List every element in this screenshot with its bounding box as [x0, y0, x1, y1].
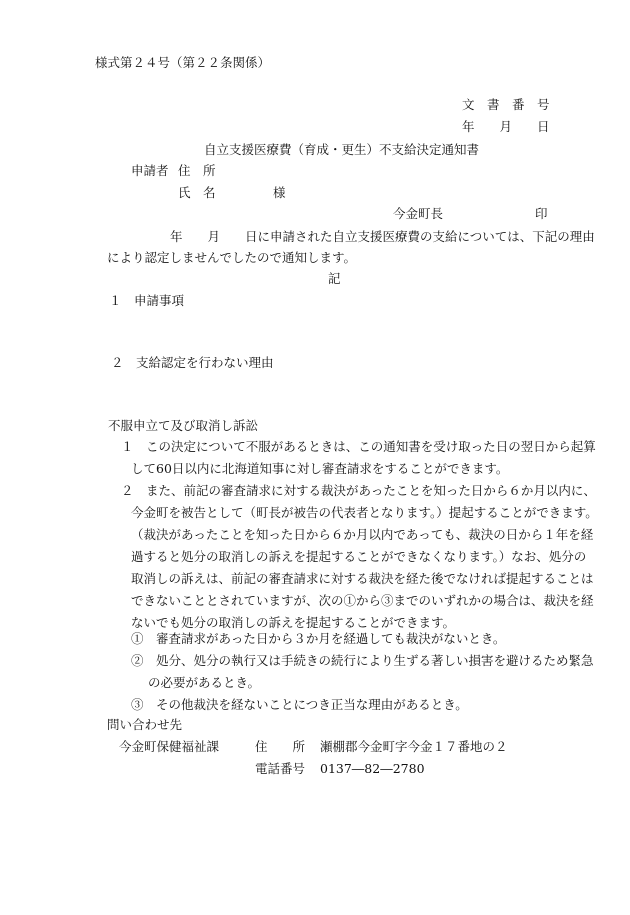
issuer-seal: 印 — [535, 206, 548, 221]
appeal-item-2-line-4: 過すると処分の取消しの訴えを提起することができなくなります。）なお、処分の — [131, 549, 587, 564]
date-label: 年 月 日 — [462, 119, 550, 134]
appeal-case-1: ① 審査請求があった日から３か月を経過しても裁決がないとき。 — [131, 631, 506, 646]
appeal-item-2-line-7: ないでも処分の取消しの訴えを提起することができます。 — [131, 615, 456, 630]
applicant-honorific: 様 — [273, 185, 286, 200]
issuer-name: 今金町長 — [393, 206, 444, 221]
appeal-item-2-line-6: できないこととされていますが、次の①から③までのいずれかの場合は、裁決を経 — [131, 593, 594, 608]
appeal-item-2-line-3: （裁決があったことを知った日から６か月以内であっても、裁決の日から１年を経 — [131, 527, 594, 542]
applicant-address-label: 住 所 — [178, 163, 216, 178]
appeal-heading: 不服申立て及び取消し訴訟 — [108, 418, 259, 433]
body-line-2: により認定しませんでしたので通知します。 — [107, 250, 357, 265]
contact-heading: 問い合わせ先 — [107, 717, 183, 732]
form-number: 様式第２４号（第２２条関係） — [95, 55, 271, 70]
appeal-item-1-line-1: １ この決定について不服があるときは、この通知書を受け取った日の翌日から起算 — [121, 439, 596, 454]
ki-marker: 記 — [328, 271, 341, 286]
appeal-item-2-line-5: 取消しの訴えは、前記の審査請求に対する裁決を経た後でなければ提起することは — [131, 571, 594, 586]
body-line-1: 年 月 日に申請された自立支援医療費の支給については、下記の理由 — [170, 229, 595, 244]
appeal-item-2-line-1: ２ また、前記の審査請求に対する裁決があったことを知った日から６か月以内に、 — [121, 483, 596, 498]
contact-phone: 0137―82―2780 — [320, 761, 425, 776]
section-1-heading: １ 申請事項 — [109, 293, 185, 308]
contact-address: 瀬棚郡今金町字今金１７番地の２ — [320, 739, 508, 754]
appeal-item-1-line-2: して60日以内に北海道知事に対し審査請求をすることができます。 — [131, 461, 509, 476]
section-2-heading: ２ 支給認定を行わない理由 — [111, 355, 274, 370]
contact-department: 今金町保健福祉課 — [119, 739, 220, 754]
applicant-label: 申請者 — [131, 163, 169, 178]
appeal-case-2-line-2: の必要があるとき。 — [148, 675, 261, 690]
document-title: 自立支援医療費（育成・更生）不支給決定通知書 — [204, 142, 480, 157]
doc-number-label: 文 書 番 号 — [462, 97, 550, 112]
applicant-name-label: 氏 名 — [178, 185, 216, 200]
appeal-item-2-line-2: 今金町を被告として（町長が被告の代表者となります。）提起することができます。 — [131, 505, 598, 520]
appeal-case-2-line-1: ② 処分、処分の執行又は手続きの続行により生ずる著しい損害を避けるため緊急 — [131, 653, 594, 668]
appeal-case-3: ③ その他裁決を経ないことにつき正当な理由があるとき。 — [131, 697, 468, 712]
contact-phone-label: 電話番号 — [255, 761, 306, 776]
contact-address-label: 住 所 — [255, 739, 306, 754]
